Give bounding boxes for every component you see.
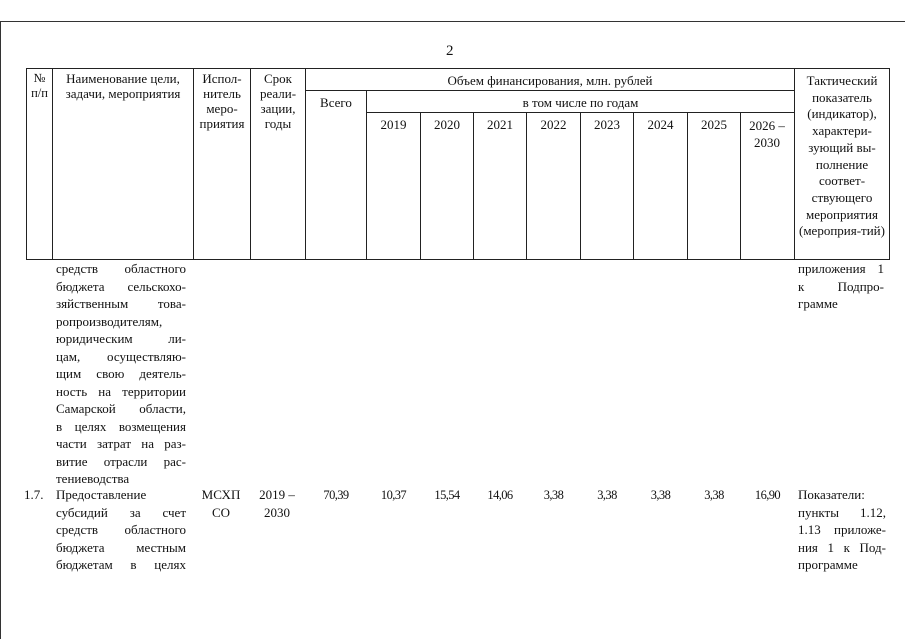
header-total: Всего <box>320 95 352 110</box>
text-line: цам, осуществляю- <box>56 348 186 364</box>
row-number: 1.7. <box>24 487 44 502</box>
row-total: 70,39 <box>323 488 349 502</box>
header-year: 2020 <box>434 117 460 132</box>
funding-subheader-line <box>305 90 794 91</box>
text-line: бюджета сельскохо- <box>56 278 186 294</box>
row-value: 10,37 <box>380 488 407 502</box>
col-border <box>580 112 581 260</box>
header-indicator: Тактический показатель (индикатор), характери-зующий вы-полнение соответ-ствующего мероприятия (мероприя-тий) <box>799 73 885 239</box>
text-line: программе <box>798 557 858 572</box>
col-border <box>794 68 795 260</box>
col-border <box>420 112 421 260</box>
row-value: 15,54 <box>434 488 460 502</box>
header-year: 2025 <box>701 117 727 132</box>
text-line: в целях возмещения <box>56 418 186 434</box>
col-border <box>526 112 527 260</box>
header-year: 2019 <box>380 117 407 132</box>
header-funding: Объем финансирования, млн. рублей <box>447 73 653 88</box>
text-line: 1.13 приложе- <box>798 522 886 537</box>
page-frame-left <box>0 21 1 639</box>
text-line: приложения 1 <box>798 261 884 276</box>
text-line: зяйственным това- <box>56 296 186 311</box>
text-line: Показатели: <box>798 487 865 502</box>
row-value: 3,38 <box>704 488 724 502</box>
text-line: бюджетам в целях <box>56 557 186 572</box>
row-executor: МСХП СО <box>201 487 241 520</box>
col-border <box>740 112 741 260</box>
page-frame-top <box>0 21 905 22</box>
col-border <box>687 112 688 260</box>
text-line: грамме <box>798 296 838 311</box>
header-year: 2026 – 2030 <box>749 118 785 150</box>
col-border <box>473 112 474 260</box>
header-by-years: в том числе по годам <box>522 95 639 110</box>
text-line: Предоставление <box>56 487 147 502</box>
text-line: к Подпро- <box>798 278 884 294</box>
col-border <box>52 68 53 260</box>
text-line: ропроизводителям, <box>56 313 163 329</box>
text-line: пункты 1.12, <box>798 504 886 520</box>
header-top-border <box>26 68 890 69</box>
col-border <box>193 68 194 260</box>
header-year: 2022 <box>540 117 567 132</box>
text-line: ность на территории <box>56 383 186 399</box>
col-border <box>633 112 634 260</box>
text-line: витие отрасли рас- <box>56 453 186 469</box>
text-line: тениеводства <box>56 471 130 486</box>
header-year: 2023 <box>594 117 620 132</box>
header-year: 2021 <box>487 117 513 132</box>
row-term: 2019 – 2030 <box>259 487 295 520</box>
text-line: юридическим ли- <box>56 331 186 346</box>
row-value: 14,06 <box>487 488 513 502</box>
col-border <box>889 68 890 260</box>
text-line: щим свою деятель- <box>56 366 186 381</box>
col-border <box>366 90 367 260</box>
text-line: ния 1 к Под- <box>798 539 886 555</box>
header-num: № п/п <box>31 71 48 100</box>
text-line: части затрат на раз- <box>56 436 186 451</box>
text-line: средств областного <box>56 261 186 276</box>
row-value: 3,38 <box>650 488 671 502</box>
text-line: Самарской области, <box>56 401 186 416</box>
header-name: Наименование цели, задачи, мероприятия <box>65 71 181 101</box>
header-year: 2024 <box>647 117 674 132</box>
row-value: 3,38 <box>543 488 564 502</box>
row-value: 16,90 <box>754 488 781 502</box>
page-number: 2 <box>446 43 454 59</box>
header-executor: Испол-нитель меро-приятия <box>199 71 245 131</box>
row-value: 3,38 <box>597 488 617 502</box>
text-line: средств областного <box>56 522 186 537</box>
text-line: субсидий за счет <box>56 504 186 520</box>
text-line: бюджета местным <box>56 539 186 555</box>
header-term: Срок реали-зации, годы <box>259 71 297 131</box>
